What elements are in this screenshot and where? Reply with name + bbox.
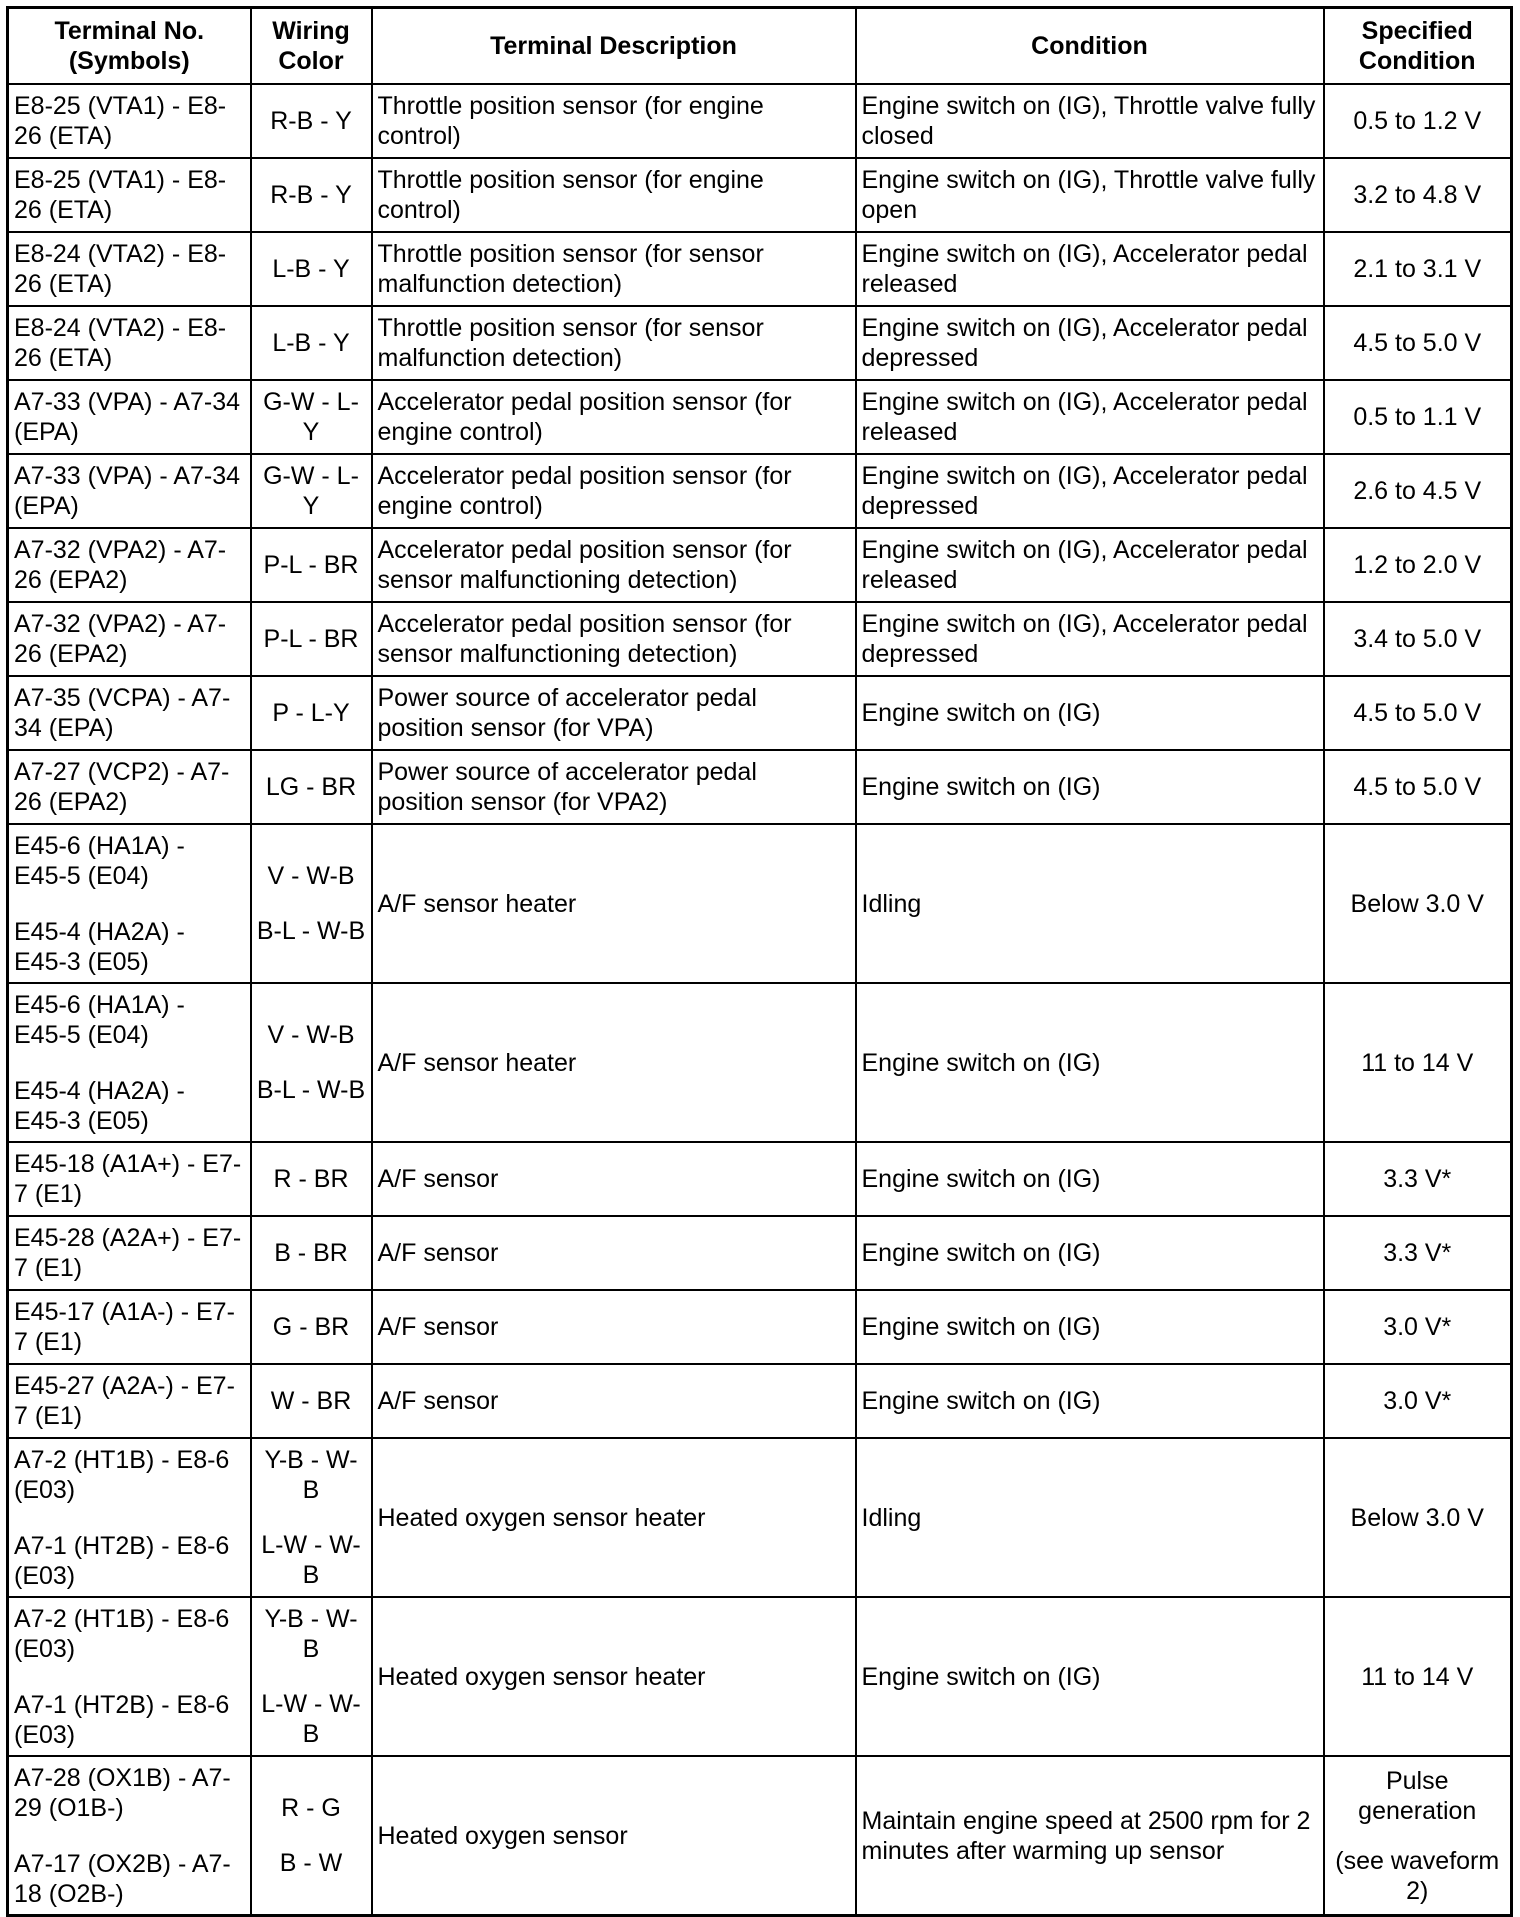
terminal-inspection-table	[6, 6, 1513, 1917]
cell-description: Accelerator pedal position sensor (for engine control)	[372, 454, 856, 528]
cell-description: A/F sensor	[372, 1142, 856, 1216]
cell-description: Accelerator pedal position sensor (for sensor malfunctioning detection)	[372, 602, 856, 676]
cell-terminal: E45-18 (A1A+) - E7-7 (E1)	[8, 1142, 251, 1216]
cell-terminal	[8, 1597, 251, 1756]
wiring-a: R - G	[281, 1794, 341, 1822]
cell-terminal	[8, 824, 251, 983]
terminal-pair-a: A7-2 (HT1B) - E8-6 (E03)	[14, 1604, 230, 1663]
table-row	[8, 306, 1512, 380]
cell-wiring: W - BR	[251, 1364, 372, 1438]
cell-terminal: A7-27 (VCP2) - A7-26 (EPA2)	[8, 750, 251, 824]
cell-specified: 2.6 to 4.5 V	[1324, 454, 1512, 528]
header-terminal: Terminal No. (Symbols)	[8, 8, 251, 85]
cell-condition: Engine switch on (IG), Accelerator pedal released	[856, 380, 1324, 454]
cell-wiring: R-B - Y	[251, 84, 372, 158]
cell-wiring: L-B - Y	[251, 306, 372, 380]
cell-wiring: G-W - L-Y	[251, 454, 372, 528]
cell-wiring	[251, 1756, 372, 1916]
cell-wiring: P - L-Y	[251, 676, 372, 750]
wiring-b: B - W	[279, 1849, 343, 1877]
cell-condition: Engine switch on (IG), Accelerator pedal depressed	[856, 306, 1324, 380]
cell-terminal	[8, 1438, 251, 1597]
cell-description: Throttle position sensor (for engine control)	[372, 158, 856, 232]
cell-condition: Engine switch on (IG)	[856, 1364, 1324, 1438]
cell-description: Accelerator pedal position sensor (for sensor malfunctioning detection)	[372, 528, 856, 602]
cell-condition: Engine switch on (IG), Throttle valve fully closed	[856, 84, 1324, 158]
table-row	[8, 1438, 1512, 1597]
wiring-b: L-W - W-B	[261, 1690, 361, 1748]
header-wiring: Wiring Color	[251, 8, 372, 85]
terminal-pair-a: E45-6 (HA1A) - E45-5 (E04)	[14, 990, 185, 1049]
specified-waveform-note: (see waveform 2)	[1335, 1846, 1500, 1905]
cell-terminal: E8-25 (VTA1) - E8-26 (ETA)	[8, 158, 251, 232]
cell-specified: 3.2 to 4.8 V	[1324, 158, 1512, 232]
cell-description: A/F sensor heater	[372, 824, 856, 983]
table-row	[8, 232, 1512, 306]
cell-description: Power source of accelerator pedal position sensor (for VPA2)	[372, 750, 856, 824]
terminal-pair-b: A7-17 (OX2B) - A7-18 (O2B-)	[14, 1849, 231, 1908]
cell-condition: Engine switch on (IG)	[856, 1216, 1324, 1290]
cell-description: Throttle position sensor (for engine control)	[372, 84, 856, 158]
cell-specified: 4.5 to 5.0 V	[1324, 306, 1512, 380]
table-row	[8, 380, 1512, 454]
table-row	[8, 528, 1512, 602]
cell-specified: Below 3.0 V	[1324, 824, 1512, 983]
terminal-pair-b: A7-1 (HT2B) - E8-6 (E03)	[14, 1531, 230, 1590]
cell-specified: 3.3 V*	[1324, 1216, 1512, 1290]
cell-specified: 4.5 to 5.0 V	[1324, 750, 1512, 824]
specified-pulse: Pulse generation	[1358, 1766, 1477, 1825]
table-row	[8, 676, 1512, 750]
table-row	[8, 1364, 1512, 1438]
cell-specified: 0.5 to 1.1 V	[1324, 380, 1512, 454]
cell-specified	[1324, 1756, 1512, 1916]
cell-specified: 3.3 V*	[1324, 1142, 1512, 1216]
table-row	[8, 1756, 1512, 1916]
cell-wiring	[251, 983, 372, 1142]
cell-wiring	[251, 1438, 372, 1597]
cell-condition: Engine switch on (IG), Accelerator pedal depressed	[856, 602, 1324, 676]
cell-wiring: LG - BR	[251, 750, 372, 824]
cell-description: A/F sensor	[372, 1364, 856, 1438]
table-row	[8, 750, 1512, 824]
cell-terminal: E45-28 (A2A+) - E7-7 (E1)	[8, 1216, 251, 1290]
cell-wiring: R-B - Y	[251, 158, 372, 232]
table-row	[8, 983, 1512, 1142]
cell-specified: 4.5 to 5.0 V	[1324, 676, 1512, 750]
table-row	[8, 454, 1512, 528]
table-row	[8, 1597, 1512, 1756]
wiring-b: B-L - W-B	[256, 1076, 366, 1104]
cell-description: Throttle position sensor (for sensor malfunction detection)	[372, 232, 856, 306]
cell-specified: 11 to 14 V	[1324, 1597, 1512, 1756]
cell-condition: Engine switch on (IG), Throttle valve fully open	[856, 158, 1324, 232]
header-specified: Specified Condition	[1324, 8, 1512, 85]
table-row	[8, 602, 1512, 676]
cell-wiring: G - BR	[251, 1290, 372, 1364]
cell-terminal: A7-32 (VPA2) - A7-26 (EPA2)	[8, 602, 251, 676]
wiring-a: V - W-B	[267, 862, 355, 890]
cell-condition: Maintain engine speed at 2500 rpm for 2 minutes after warming up sensor	[856, 1756, 1324, 1916]
cell-description: Heated oxygen sensor	[372, 1756, 856, 1916]
cell-wiring: B - BR	[251, 1216, 372, 1290]
cell-condition: Engine switch on (IG)	[856, 1142, 1324, 1216]
cell-wiring: L-B - Y	[251, 232, 372, 306]
header-condition: Condition	[856, 8, 1324, 85]
cell-wiring: G-W - L-Y	[251, 380, 372, 454]
table-header-row	[8, 8, 1512, 85]
table-row	[8, 824, 1512, 983]
terminal-pair-a: E45-6 (HA1A) - E45-5 (E04)	[14, 831, 185, 890]
cell-wiring: P-L - BR	[251, 528, 372, 602]
cell-condition: Engine switch on (IG)	[856, 1597, 1324, 1756]
cell-specified: Below 3.0 V	[1324, 1438, 1512, 1597]
cell-terminal: E8-24 (VTA2) - E8-26 (ETA)	[8, 232, 251, 306]
header-description: Terminal Description	[372, 8, 856, 85]
cell-terminal: A7-33 (VPA) - A7-34 (EPA)	[8, 380, 251, 454]
cell-condition: Idling	[856, 1438, 1324, 1597]
cell-terminal	[8, 1756, 251, 1916]
wiring-a: V - W-B	[267, 1021, 355, 1049]
cell-condition: Engine switch on (IG)	[856, 676, 1324, 750]
cell-description: Accelerator pedal position sensor (for engine control)	[372, 380, 856, 454]
wiring-b: B-L - W-B	[256, 917, 366, 945]
terminal-pair-a: A7-2 (HT1B) - E8-6 (E03)	[14, 1445, 230, 1504]
table-row	[8, 158, 1512, 232]
wiring-b: L-W - W-B	[261, 1531, 361, 1589]
cell-terminal: E8-25 (VTA1) - E8-26 (ETA)	[8, 84, 251, 158]
cell-terminal: E45-27 (A2A-) - E7-7 (E1)	[8, 1364, 251, 1438]
cell-condition: Engine switch on (IG), Accelerator pedal released	[856, 528, 1324, 602]
cell-terminal: E8-24 (VTA2) - E8-26 (ETA)	[8, 306, 251, 380]
cell-specified: 1.2 to 2.0 V	[1324, 528, 1512, 602]
table-row	[8, 1142, 1512, 1216]
cell-condition: Engine switch on (IG)	[856, 1290, 1324, 1364]
cell-terminal: E45-17 (A1A-) - E7-7 (E1)	[8, 1290, 251, 1364]
terminal-pair-b: A7-1 (HT2B) - E8-6 (E03)	[14, 1690, 230, 1749]
cell-description: Heated oxygen sensor heater	[372, 1438, 856, 1597]
table-row	[8, 84, 1512, 158]
terminal-table-container	[6, 6, 1510, 1917]
cell-description: Throttle position sensor (for sensor malfunction detection)	[372, 306, 856, 380]
cell-specified: 3.0 V*	[1324, 1290, 1512, 1364]
cell-description: Heated oxygen sensor heater	[372, 1597, 856, 1756]
cell-wiring	[251, 824, 372, 983]
cell-condition: Engine switch on (IG), Accelerator pedal depressed	[856, 454, 1324, 528]
cell-description: A/F sensor	[372, 1290, 856, 1364]
cell-condition: Engine switch on (IG)	[856, 983, 1324, 1142]
table-row	[8, 1290, 1512, 1364]
cell-description: Power source of accelerator pedal position sensor (for VPA)	[372, 676, 856, 750]
cell-wiring: P-L - BR	[251, 602, 372, 676]
table-row	[8, 1216, 1512, 1290]
cell-wiring	[251, 1597, 372, 1756]
wiring-a: Y-B - W-B	[264, 1605, 358, 1663]
terminal-pair-a: A7-28 (OX1B) - A7-29 (O1B-)	[14, 1763, 231, 1822]
terminal-pair-b: E45-4 (HA2A) - E45-3 (E05)	[14, 917, 185, 976]
cell-specified: 0.5 to 1.2 V	[1324, 84, 1512, 158]
cell-condition: Idling	[856, 824, 1324, 983]
wiring-a: Y-B - W-B	[264, 1446, 358, 1504]
cell-specified: 11 to 14 V	[1324, 983, 1512, 1142]
cell-description: A/F sensor	[372, 1216, 856, 1290]
cell-terminal	[8, 983, 251, 1142]
cell-condition: Engine switch on (IG), Accelerator pedal released	[856, 232, 1324, 306]
cell-condition: Engine switch on (IG)	[856, 750, 1324, 824]
cell-terminal: A7-33 (VPA) - A7-34 (EPA)	[8, 454, 251, 528]
cell-wiring: R - BR	[251, 1142, 372, 1216]
cell-specified: 3.4 to 5.0 V	[1324, 602, 1512, 676]
cell-description: A/F sensor heater	[372, 983, 856, 1142]
cell-terminal: A7-35 (VCPA) - A7-34 (EPA)	[8, 676, 251, 750]
cell-specified: 2.1 to 3.1 V	[1324, 232, 1512, 306]
cell-specified: 3.0 V*	[1324, 1364, 1512, 1438]
terminal-pair-b: E45-4 (HA2A) - E45-3 (E05)	[14, 1076, 185, 1135]
cell-terminal: A7-32 (VPA2) - A7-26 (EPA2)	[8, 528, 251, 602]
